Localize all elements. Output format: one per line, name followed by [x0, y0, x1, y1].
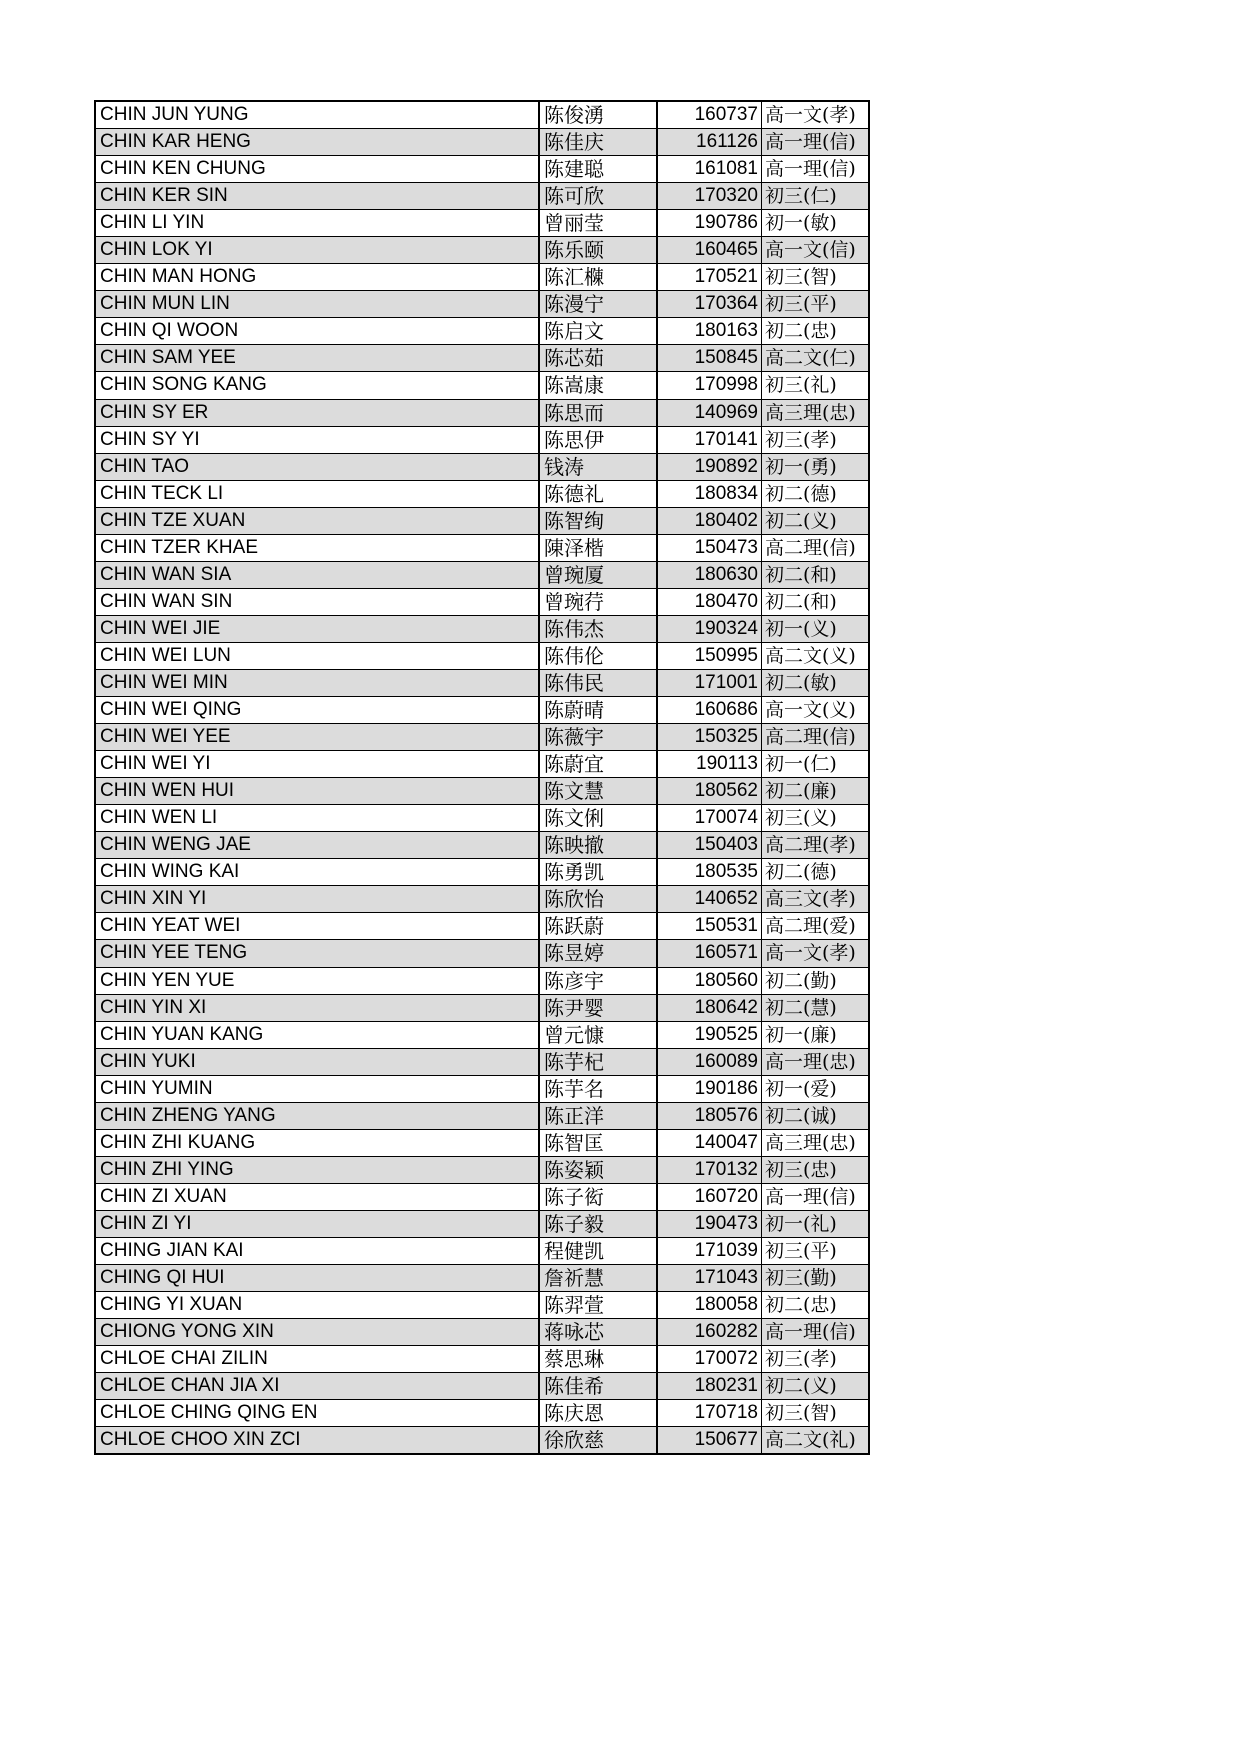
class-cell: 初一(敏) — [762, 210, 870, 237]
table-row — [95, 426, 869, 453]
chinese-name-cell: 陈启文 — [539, 318, 657, 345]
chinese-name-cell: 陈映撤 — [539, 832, 657, 859]
student-id-cell: 180058 — [657, 1292, 762, 1319]
student-id-cell: 190525 — [657, 1021, 762, 1048]
table-row — [95, 345, 869, 372]
table-row — [95, 1292, 869, 1319]
student-id-cell: 180535 — [657, 859, 762, 886]
class-cell: 初三(孝) — [762, 426, 870, 453]
class-cell: 高一理(信) — [762, 1183, 870, 1210]
table-row — [95, 642, 869, 669]
class-cell: 初三(平) — [762, 1237, 870, 1264]
class-cell: 高一理(忠) — [762, 1048, 870, 1075]
student-id-cell: 180402 — [657, 507, 762, 534]
table-row — [95, 1346, 869, 1373]
chinese-name-cell: 曾元慷 — [539, 1021, 657, 1048]
chinese-name-cell: 陈子毅 — [539, 1210, 657, 1237]
english-name-cell: CHIN WEI JIE — [95, 615, 539, 642]
chinese-name-cell: 曾琬厦 — [539, 561, 657, 588]
english-name-cell: CHIN KER SIN — [95, 183, 539, 210]
class-cell: 高二文(义) — [762, 642, 870, 669]
english-name-cell: CHIN WAN SIA — [95, 561, 539, 588]
english-name-cell: CHIN KAR HENG — [95, 129, 539, 156]
table-row — [95, 697, 869, 724]
chinese-name-cell: 陈蔚宜 — [539, 751, 657, 778]
class-cell: 高一理(信) — [762, 156, 870, 183]
student-id-cell: 190892 — [657, 453, 762, 480]
english-name-cell: CHIN WEI YI — [95, 751, 539, 778]
class-cell: 高一理(信) — [762, 129, 870, 156]
english-name-cell: CHLOE CHOO XIN ZCI — [95, 1427, 539, 1455]
chinese-name-cell: 陈芋杞 — [539, 1048, 657, 1075]
chinese-name-cell: 陈思伊 — [539, 426, 657, 453]
class-cell: 初二(勤) — [762, 967, 870, 994]
class-cell: 初二(忠) — [762, 318, 870, 345]
class-cell: 初一(礼) — [762, 1210, 870, 1237]
chinese-name-cell: 陈正洋 — [539, 1102, 657, 1129]
class-cell: 高一文(孝) — [762, 940, 870, 967]
english-name-cell: CHING QI HUI — [95, 1265, 539, 1292]
chinese-name-cell: 陈伟民 — [539, 669, 657, 696]
student-id-cell: 171043 — [657, 1265, 762, 1292]
english-name-cell: CHIN KEN CHUNG — [95, 156, 539, 183]
table-row — [95, 1156, 869, 1183]
english-name-cell: CHIN LI YIN — [95, 210, 539, 237]
english-name-cell: CHIN WEI MIN — [95, 669, 539, 696]
chinese-name-cell: 陈彦宇 — [539, 967, 657, 994]
student-id-cell: 160282 — [657, 1319, 762, 1346]
student-id-cell: 190113 — [657, 751, 762, 778]
table-row — [95, 1102, 869, 1129]
table-row — [95, 1075, 869, 1102]
table-row — [95, 940, 869, 967]
table-row — [95, 778, 869, 805]
table-row — [95, 264, 869, 291]
class-cell: 高一文(信) — [762, 237, 870, 264]
student-id-cell: 150325 — [657, 724, 762, 751]
class-cell: 初二(廉) — [762, 778, 870, 805]
english-name-cell: CHIN SY YI — [95, 426, 539, 453]
table-row — [95, 1021, 869, 1048]
chinese-name-cell: 陈芯茹 — [539, 345, 657, 372]
student-id-cell: 171001 — [657, 669, 762, 696]
english-name-cell: CHIN SAM YEE — [95, 345, 539, 372]
english-name-cell: CHIN WEN LI — [95, 805, 539, 832]
english-name-cell: CHIN YEE TENG — [95, 940, 539, 967]
english-name-cell: CHIN ZHI KUANG — [95, 1129, 539, 1156]
class-cell: 高三理(忠) — [762, 399, 870, 426]
student-id-cell: 150677 — [657, 1427, 762, 1455]
class-cell: 初一(勇) — [762, 453, 870, 480]
class-cell: 初二(义) — [762, 507, 870, 534]
chinese-name-cell: 陈姿颖 — [539, 1156, 657, 1183]
table-row — [95, 1183, 869, 1210]
english-name-cell: CHIN WAN SIN — [95, 588, 539, 615]
table-row — [95, 832, 869, 859]
chinese-name-cell: 陈嵩康 — [539, 372, 657, 399]
table-row — [95, 101, 869, 129]
class-cell: 高二文(礼) — [762, 1427, 870, 1455]
english-name-cell: CHIN ZI YI — [95, 1210, 539, 1237]
student-id-cell: 170718 — [657, 1400, 762, 1427]
class-cell: 初二(德) — [762, 859, 870, 886]
english-name-cell: CHIONG YONG XIN — [95, 1319, 539, 1346]
table-row — [95, 318, 869, 345]
chinese-name-cell: 陈蔚晴 — [539, 697, 657, 724]
student-id-cell: 180562 — [657, 778, 762, 805]
roster-body — [95, 101, 869, 1454]
student-id-cell: 160720 — [657, 1183, 762, 1210]
chinese-name-cell: 陈勇凯 — [539, 859, 657, 886]
table-row — [95, 1237, 869, 1264]
table-row — [95, 1427, 869, 1455]
student-roster-table — [94, 100, 870, 1455]
english-name-cell: CHIN MUN LIN — [95, 291, 539, 318]
english-name-cell: CHING JIAN KAI — [95, 1237, 539, 1264]
table-row — [95, 751, 869, 778]
chinese-name-cell: 陈文慧 — [539, 778, 657, 805]
table-row — [95, 1210, 869, 1237]
student-id-cell: 170132 — [657, 1156, 762, 1183]
english-name-cell: CHIN WEI LUN — [95, 642, 539, 669]
chinese-name-cell: 陈昱婷 — [539, 940, 657, 967]
english-name-cell: CHLOE CHAN JIA XI — [95, 1373, 539, 1400]
table-row — [95, 588, 869, 615]
table-row — [95, 210, 869, 237]
student-id-cell: 150531 — [657, 913, 762, 940]
chinese-name-cell: 钱涛 — [539, 453, 657, 480]
chinese-name-cell: 詹祈慧 — [539, 1265, 657, 1292]
english-name-cell: CHIN WENG JAE — [95, 832, 539, 859]
student-id-cell: 160089 — [657, 1048, 762, 1075]
table-row — [95, 1373, 869, 1400]
class-cell: 初三(智) — [762, 264, 870, 291]
class-cell: 初三(平) — [762, 291, 870, 318]
student-id-cell: 180163 — [657, 318, 762, 345]
chinese-name-cell: 曾琬荇 — [539, 588, 657, 615]
student-id-cell: 150995 — [657, 642, 762, 669]
table-row — [95, 561, 869, 588]
table-row — [95, 913, 869, 940]
table-row — [95, 534, 869, 561]
class-cell: 高一理(信) — [762, 1319, 870, 1346]
chinese-name-cell: 陈庆恩 — [539, 1400, 657, 1427]
english-name-cell: CHIN SONG KANG — [95, 372, 539, 399]
class-cell: 初二(和) — [762, 561, 870, 588]
chinese-name-cell: 陈伟伦 — [539, 642, 657, 669]
chinese-name-cell: 陳泽楷 — [539, 534, 657, 561]
table-row — [95, 480, 869, 507]
table-row — [95, 183, 869, 210]
student-id-cell: 180642 — [657, 994, 762, 1021]
chinese-name-cell: 曾丽莹 — [539, 210, 657, 237]
student-id-cell: 170074 — [657, 805, 762, 832]
student-id-cell: 150473 — [657, 534, 762, 561]
chinese-name-cell: 陈思而 — [539, 399, 657, 426]
student-id-cell: 140652 — [657, 886, 762, 913]
student-id-cell: 180576 — [657, 1102, 762, 1129]
chinese-name-cell: 蔡思琳 — [539, 1346, 657, 1373]
english-name-cell: CHIN TZE XUAN — [95, 507, 539, 534]
student-id-cell: 190186 — [657, 1075, 762, 1102]
student-id-cell: 170141 — [657, 426, 762, 453]
student-id-cell: 170072 — [657, 1346, 762, 1373]
student-id-cell: 160571 — [657, 940, 762, 967]
table-row — [95, 1048, 869, 1075]
student-id-cell: 161081 — [657, 156, 762, 183]
chinese-name-cell: 陈漫宁 — [539, 291, 657, 318]
english-name-cell: CHIN MAN HONG — [95, 264, 539, 291]
chinese-name-cell: 徐欣慈 — [539, 1427, 657, 1455]
english-name-cell: CHIN YIN XI — [95, 994, 539, 1021]
student-id-cell: 161126 — [657, 129, 762, 156]
student-id-cell: 171039 — [657, 1237, 762, 1264]
student-id-cell: 160737 — [657, 101, 762, 129]
student-id-cell: 140047 — [657, 1129, 762, 1156]
class-cell: 初三(忠) — [762, 1156, 870, 1183]
class-cell: 初三(勤) — [762, 1265, 870, 1292]
class-cell: 高三理(忠) — [762, 1129, 870, 1156]
english-name-cell: CHIN WEI YEE — [95, 724, 539, 751]
english-name-cell: CHLOE CHAI ZILIN — [95, 1346, 539, 1373]
table-row — [95, 453, 869, 480]
class-cell: 初二(义) — [762, 1373, 870, 1400]
class-cell: 高二理(信) — [762, 724, 870, 751]
table-row — [95, 507, 869, 534]
table-row — [95, 1265, 869, 1292]
chinese-name-cell: 陈智绚 — [539, 507, 657, 534]
student-id-cell: 190473 — [657, 1210, 762, 1237]
class-cell: 高三文(孝) — [762, 886, 870, 913]
chinese-name-cell: 陈智匡 — [539, 1129, 657, 1156]
class-cell: 高二理(孝) — [762, 832, 870, 859]
english-name-cell: CHIN TZER KHAE — [95, 534, 539, 561]
student-id-cell: 170320 — [657, 183, 762, 210]
class-cell: 初三(孝) — [762, 1346, 870, 1373]
class-cell: 初三(仁) — [762, 183, 870, 210]
english-name-cell: CHIN ZI XUAN — [95, 1183, 539, 1210]
class-cell: 高一文(义) — [762, 697, 870, 724]
chinese-name-cell: 陈羿萱 — [539, 1292, 657, 1319]
chinese-name-cell: 陈子衒 — [539, 1183, 657, 1210]
english-name-cell: CHIN QI WOON — [95, 318, 539, 345]
class-cell: 初二(和) — [762, 588, 870, 615]
chinese-name-cell: 陈汇樄 — [539, 264, 657, 291]
table-row — [95, 1400, 869, 1427]
student-id-cell: 150845 — [657, 345, 762, 372]
table-row — [95, 805, 869, 832]
class-cell: 初三(义) — [762, 805, 870, 832]
english-name-cell: CHIN YEAT WEI — [95, 913, 539, 940]
class-cell: 初一(义) — [762, 615, 870, 642]
english-name-cell: CHIN YEN YUE — [95, 967, 539, 994]
table-row — [95, 237, 869, 264]
chinese-name-cell: 陈欣怡 — [539, 886, 657, 913]
student-id-cell: 180560 — [657, 967, 762, 994]
student-id-cell: 160465 — [657, 237, 762, 264]
student-id-cell: 180630 — [657, 561, 762, 588]
english-name-cell: CHIN SY ER — [95, 399, 539, 426]
chinese-name-cell: 陈尹婴 — [539, 994, 657, 1021]
class-cell: 初三(礼) — [762, 372, 870, 399]
class-cell: 初二(德) — [762, 480, 870, 507]
table-row — [95, 399, 869, 426]
student-id-cell: 180834 — [657, 480, 762, 507]
student-id-cell: 180470 — [657, 588, 762, 615]
class-cell: 初二(忠) — [762, 1292, 870, 1319]
chinese-name-cell: 陈文俐 — [539, 805, 657, 832]
class-cell: 高二理(信) — [762, 534, 870, 561]
chinese-name-cell: 陈德礼 — [539, 480, 657, 507]
english-name-cell: CHIN TAO — [95, 453, 539, 480]
class-cell: 初二(敏) — [762, 669, 870, 696]
table-row — [95, 669, 869, 696]
table-row — [95, 967, 869, 994]
class-cell: 初三(智) — [762, 1400, 870, 1427]
chinese-name-cell: 陈芋名 — [539, 1075, 657, 1102]
english-name-cell: CHIN WEN HUI — [95, 778, 539, 805]
student-id-cell: 160686 — [657, 697, 762, 724]
english-name-cell: CHIN WEI QING — [95, 697, 539, 724]
table-row — [95, 994, 869, 1021]
table-row — [95, 886, 869, 913]
english-name-cell: CHIN LOK YI — [95, 237, 539, 264]
student-id-cell: 180231 — [657, 1373, 762, 1400]
chinese-name-cell: 陈可欣 — [539, 183, 657, 210]
english-name-cell: CHLOE CHING QING EN — [95, 1400, 539, 1427]
chinese-name-cell: 蒋咏芯 — [539, 1319, 657, 1346]
class-cell: 初一(爱) — [762, 1075, 870, 1102]
chinese-name-cell: 陈俊湧 — [539, 101, 657, 129]
english-name-cell: CHIN WING KAI — [95, 859, 539, 886]
chinese-name-cell: 陈佳希 — [539, 1373, 657, 1400]
student-id-cell: 190786 — [657, 210, 762, 237]
class-cell: 初二(慧) — [762, 994, 870, 1021]
student-id-cell: 170364 — [657, 291, 762, 318]
english-name-cell: CHING YI XUAN — [95, 1292, 539, 1319]
class-cell: 初二(诚) — [762, 1102, 870, 1129]
class-cell: 高一文(孝) — [762, 101, 870, 129]
chinese-name-cell: 程健凯 — [539, 1237, 657, 1264]
english-name-cell: CHIN YUAN KANG — [95, 1021, 539, 1048]
english-name-cell: CHIN JUN YUNG — [95, 101, 539, 129]
student-id-cell: 170521 — [657, 264, 762, 291]
chinese-name-cell: 陈佳庆 — [539, 129, 657, 156]
chinese-name-cell: 陈跃蔚 — [539, 913, 657, 940]
chinese-name-cell: 陈伟杰 — [539, 615, 657, 642]
table-row — [95, 1319, 869, 1346]
table-row — [95, 1129, 869, 1156]
student-id-cell: 140969 — [657, 399, 762, 426]
table-row — [95, 615, 869, 642]
english-name-cell: CHIN YUMIN — [95, 1075, 539, 1102]
student-id-cell: 170998 — [657, 372, 762, 399]
class-cell: 初一(廉) — [762, 1021, 870, 1048]
english-name-cell: CHIN ZHENG YANG — [95, 1102, 539, 1129]
class-cell: 高二理(爱) — [762, 913, 870, 940]
student-id-cell: 190324 — [657, 615, 762, 642]
student-id-cell: 150403 — [657, 832, 762, 859]
english-name-cell: CHIN YUKI — [95, 1048, 539, 1075]
table-row — [95, 129, 869, 156]
english-name-cell: CHIN TECK LI — [95, 480, 539, 507]
table-row — [95, 372, 869, 399]
table-row — [95, 156, 869, 183]
table-row — [95, 291, 869, 318]
chinese-name-cell: 陈乐颐 — [539, 237, 657, 264]
english-name-cell: CHIN ZHI YING — [95, 1156, 539, 1183]
table-row — [95, 859, 869, 886]
class-cell: 高二文(仁) — [762, 345, 870, 372]
chinese-name-cell: 陈薇宇 — [539, 724, 657, 751]
class-cell: 初一(仁) — [762, 751, 870, 778]
english-name-cell: CHIN XIN YI — [95, 886, 539, 913]
chinese-name-cell: 陈建聪 — [539, 156, 657, 183]
table-row — [95, 724, 869, 751]
